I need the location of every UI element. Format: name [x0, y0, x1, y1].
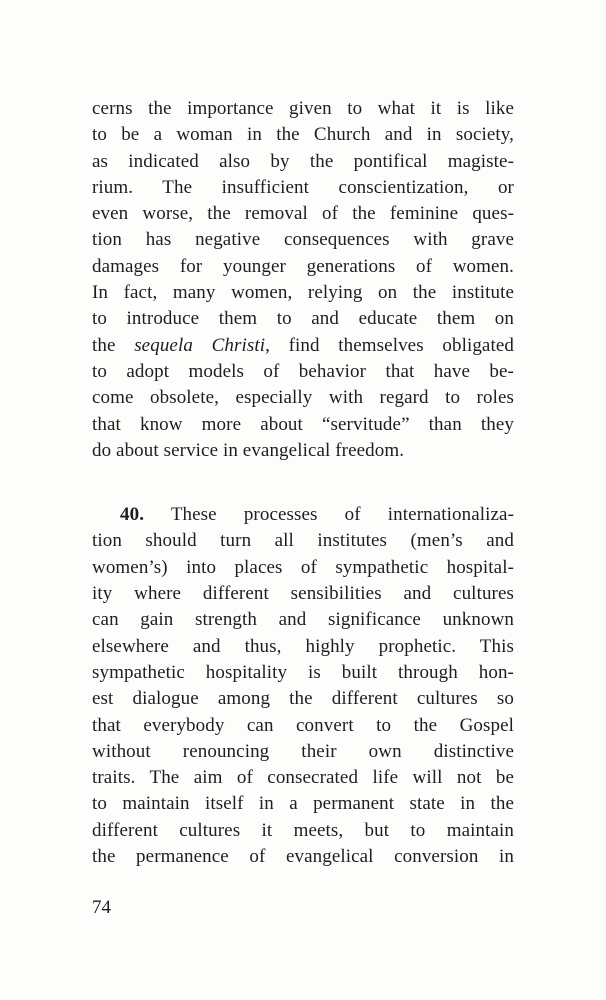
paragraph — [92, 96, 514, 464]
text-segment: In fact, many women, relying on the institute — [92, 282, 514, 304]
text-line — [92, 555, 514, 581]
text-segment: come obsolete, especially with regard to roles — [92, 387, 514, 409]
text-line — [92, 528, 514, 554]
text-segment: traits. The aim of consecrated life will not be — [92, 767, 514, 789]
text-segment: that everybody can convert to the Gospel — [92, 714, 514, 736]
text-segment: without renouncing their own distinctive — [92, 740, 514, 762]
text-line — [92, 359, 514, 385]
text-segment: to maintain itself in a permanent state in the — [92, 793, 514, 815]
text-segment: rium. The insufficient conscientization, or — [92, 176, 514, 198]
text-line — [92, 791, 514, 817]
text-segment: even worse, the removal of the feminine ques- — [92, 203, 514, 225]
text-segment: that know more about “servitude” than they — [92, 413, 514, 435]
text-segment: to adopt models of behavior that have be- — [92, 360, 514, 382]
text-line — [92, 149, 514, 175]
text-segment: the permanence of evangelical conversion in — [92, 846, 514, 868]
text-segment: damages for younger generations of women. — [92, 255, 514, 277]
text-segment: sympathetic hospitality is built through hon- — [92, 661, 514, 683]
text-line — [92, 634, 514, 660]
text-segment: the — [92, 334, 135, 356]
text-segment: different cultures it meets, but to maintain — [92, 819, 514, 841]
text-segment: to introduce them to and educate them on — [92, 308, 514, 330]
text-segment: tion has negative consequences with grave — [92, 229, 514, 251]
text-line — [92, 280, 514, 306]
text-segment: to be a woman in the Church and in society, — [92, 124, 514, 146]
text-segment: as indicated also by the pontifical magiste- — [92, 150, 514, 172]
text-line — [92, 227, 514, 253]
text-line — [92, 686, 514, 712]
text-line — [92, 175, 514, 201]
text-line — [92, 818, 514, 844]
text-line — [92, 201, 514, 227]
text-line — [92, 96, 514, 122]
text-line — [92, 581, 514, 607]
section-number: 40. — [120, 504, 145, 526]
page-number: 74 — [92, 897, 111, 918]
text-line — [92, 333, 514, 359]
text-line — [92, 765, 514, 791]
italic-text: sequela Christi — [134, 334, 266, 356]
text-segment: These processes of internationaliza- — [144, 504, 514, 526]
text-segment: do about service in evangelical freedom. — [92, 439, 405, 461]
text-line — [92, 412, 514, 438]
text-segment: est dialogue among the different cultures so — [92, 688, 514, 710]
text-segment: , find themselves obligated — [265, 334, 514, 356]
text-line — [92, 713, 514, 739]
text-line — [92, 122, 514, 148]
text-segment: women’s) into places of sympathetic hospital- — [92, 556, 514, 578]
text-line — [92, 254, 514, 280]
text-line — [92, 660, 514, 686]
text-line — [92, 739, 514, 765]
text-line — [92, 607, 514, 633]
text-segment: tion should turn all institutes (men’s and — [92, 530, 514, 552]
text-line — [92, 438, 514, 464]
text-segment: cerns the importance given to what it is like — [92, 98, 514, 119]
text-segment: elsewhere and thus, highly prophetic. This — [92, 635, 514, 657]
text-line — [92, 502, 514, 528]
text-line — [92, 385, 514, 411]
paragraph — [92, 502, 514, 870]
page-text — [92, 96, 514, 870]
text-segment: ity where different sensibilities and cultures — [92, 583, 514, 605]
text-segment: can gain strength and significance unknown — [92, 609, 514, 631]
text-line — [92, 306, 514, 332]
text-line — [92, 844, 514, 870]
